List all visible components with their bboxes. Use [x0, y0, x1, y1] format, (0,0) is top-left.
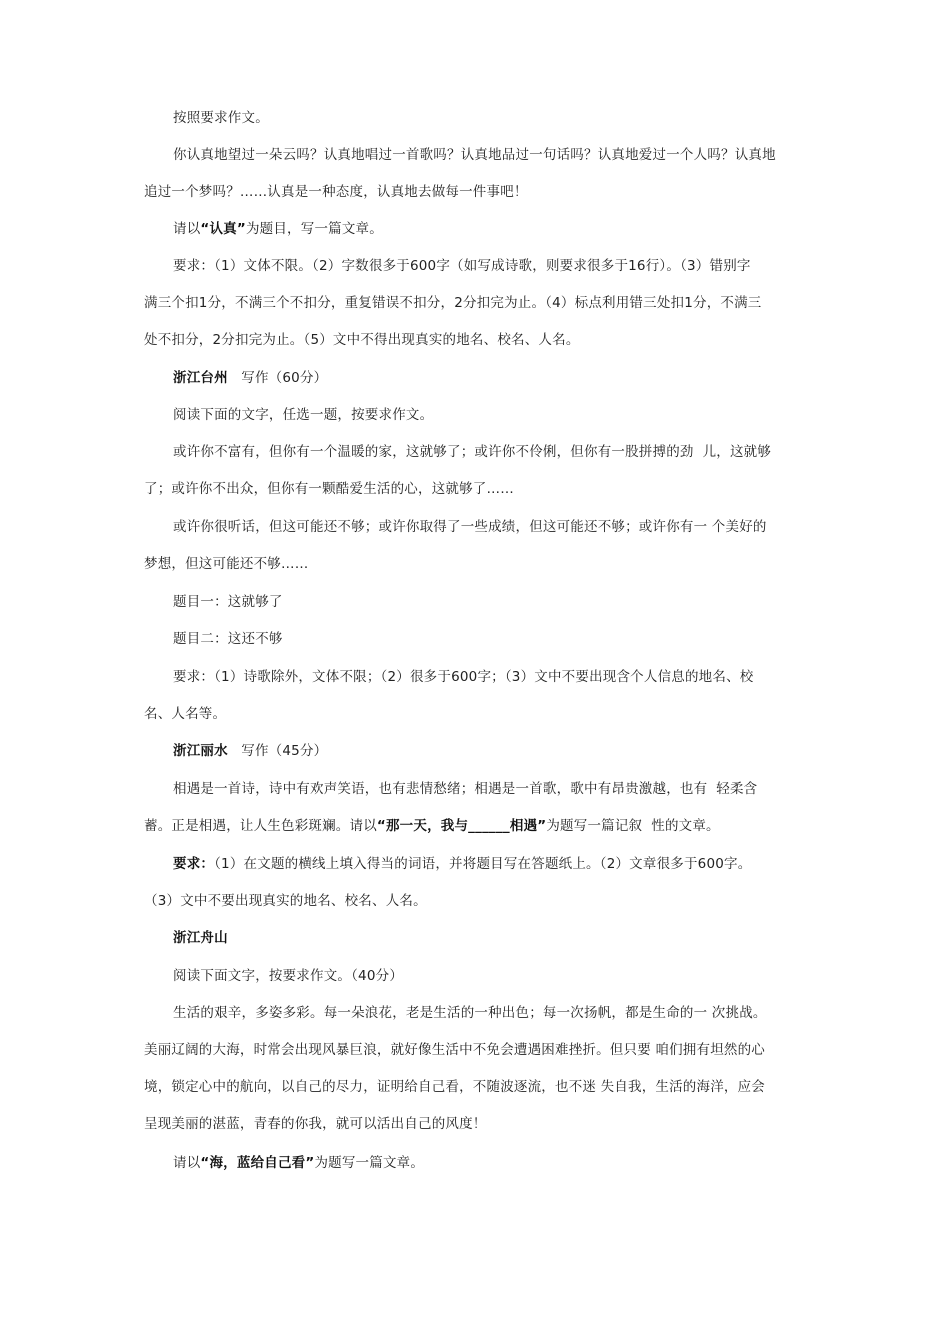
text-line: 追过一个梦吗？……认真是一种态度，认真地去做每一件事吧！	[144, 184, 528, 200]
paragraph-title-request-4	[144, 1145, 814, 1182]
text-line: 或许你很听话，但这可能还不够；或许你取得了一些成绩，但这可能还不够；或许你有一 个美好的	[173, 519, 767, 535]
text-line: 美丽辽阔的大海，时常会出现风暴巨浪，就好像生活中不免会遭遇困难挫折。但只要 咱们拥有坦然的心	[144, 1042, 765, 1058]
text-line: 阅读下面文字，按要求作文。（40分）	[173, 968, 404, 984]
text-span: 请以	[173, 1155, 201, 1171]
paragraph-requirements-2	[144, 659, 814, 733]
text-span: 请以	[173, 221, 201, 237]
text-line: 相遇是一首诗，诗中有欢声笑语，也有悲情愁绪；相遇是一首歌，歌中有昂贵激越，也有 轻柔含	[173, 781, 758, 797]
text-line: 阅读下面的文字，任选一题，按要求作文。	[173, 407, 434, 423]
section-heading-zhoushan	[144, 920, 814, 957]
text-span: 写作（60分）	[227, 370, 328, 386]
paragraph-title-request-1	[144, 211, 814, 248]
text-line: 题目一：这就够了	[173, 594, 283, 610]
section-heading-lishui	[144, 733, 814, 770]
text-line: 呈现美丽的湛蓝，青春的你我，就可以活出自己的风度！	[144, 1116, 487, 1132]
text-line: 按照要求作文。	[173, 110, 269, 126]
text-span: 为题目，写一篇文章。	[245, 221, 383, 237]
essay-title: “海，蓝给自己看”	[200, 1155, 315, 1171]
essay-title: “那一天，我与______相遇”	[376, 818, 547, 834]
section-heading-taizhou	[144, 360, 814, 397]
text-line: 名、人名等。	[144, 706, 227, 722]
region-name: 浙江舟山	[173, 930, 228, 946]
text-line	[144, 846, 814, 883]
text-span: 为题写一篇记叙 性的文章。	[546, 818, 720, 834]
text-line: 要求：（1）诗歌除外，文体不限；（2）很多于600字；（3）文中不要出现含个人信息的地名、校	[173, 669, 754, 685]
text-line: 处不扣分，2分扣完为止。（5）文中不得出现真实的地名、校名、人名。	[144, 332, 580, 348]
text-line: （3）文中不要出现真实的地名、校名、人名。	[144, 893, 427, 909]
paragraph-instruction-2	[144, 397, 814, 434]
paragraph-prompt-2b	[144, 509, 814, 583]
essay-title: “认真”	[200, 221, 246, 237]
text-line	[144, 1145, 814, 1182]
text-line	[144, 733, 814, 770]
text-line: 生活的艰辛，多姿多彩。每一朵浪花，老是生活的一种出色；每一次扬帆，都是生命的一 次挑战。	[173, 1005, 767, 1021]
paragraph-prompt-1	[144, 137, 814, 211]
text-line	[144, 211, 814, 248]
topic-two	[144, 621, 814, 658]
text-line	[144, 808, 814, 845]
text-line: 要求：（1）文体不限。（2）字数很多于600字（如写成诗歌，则要求很多于16行）。（3）错别字	[173, 258, 751, 274]
paragraph-instruction-4	[144, 958, 814, 995]
requirements-label: 要求：	[173, 856, 215, 872]
text-line: 境，锁定心中的航向，以自己的尽力，证明给自己看，不随波逐流，也不迷 失自我，生活的海洋，应会	[144, 1079, 765, 1095]
paragraph-requirements-3	[144, 846, 814, 920]
region-name: 浙江丽水	[173, 743, 228, 759]
paragraph-instruction	[144, 100, 814, 137]
text-span: 为题写一篇文章。	[314, 1155, 425, 1171]
text-line: 了；或许你不出众，但你有一颗酷爱生活的心，这就够了……	[144, 481, 514, 497]
text-line: 你认真地望过一朵云吗？认真地唱过一首歌吗？认真地品过一句话吗？认真地爱过一个人吗？认真地	[173, 147, 776, 163]
paragraph-prompt-3	[144, 771, 814, 845]
paragraph-requirements-1	[144, 248, 814, 359]
text-line: 满三个扣1分，不满三个不扣分，重复错误不扣分，2分扣完为止。（4）标点利用错三处扣1分，不满三	[144, 295, 762, 311]
text-span: 蓄。正是相遇，让人生色彩斑斓。请以	[144, 818, 377, 834]
text-line	[144, 920, 814, 957]
text-line: 题目二：这还不够	[173, 631, 283, 647]
text-span: 写作（45分）	[227, 743, 328, 759]
text-span: （1）在文题的横线上填入得当的词语，并将题目写在答题纸上。（2）文章很多于600字。	[214, 856, 752, 872]
topic-one	[144, 584, 814, 621]
text-line: 或许你不富有，但你有一个温暖的家，这就够了；或许你不伶俐，但你有一股拼搏的劲 儿，这就够	[173, 444, 772, 460]
text-line	[144, 360, 814, 397]
region-name: 浙江台州	[173, 370, 228, 386]
text-line: 梦想，但这可能还不够……	[144, 556, 309, 572]
paragraph-prompt-4	[144, 995, 814, 1143]
paragraph-prompt-2a	[144, 434, 814, 508]
